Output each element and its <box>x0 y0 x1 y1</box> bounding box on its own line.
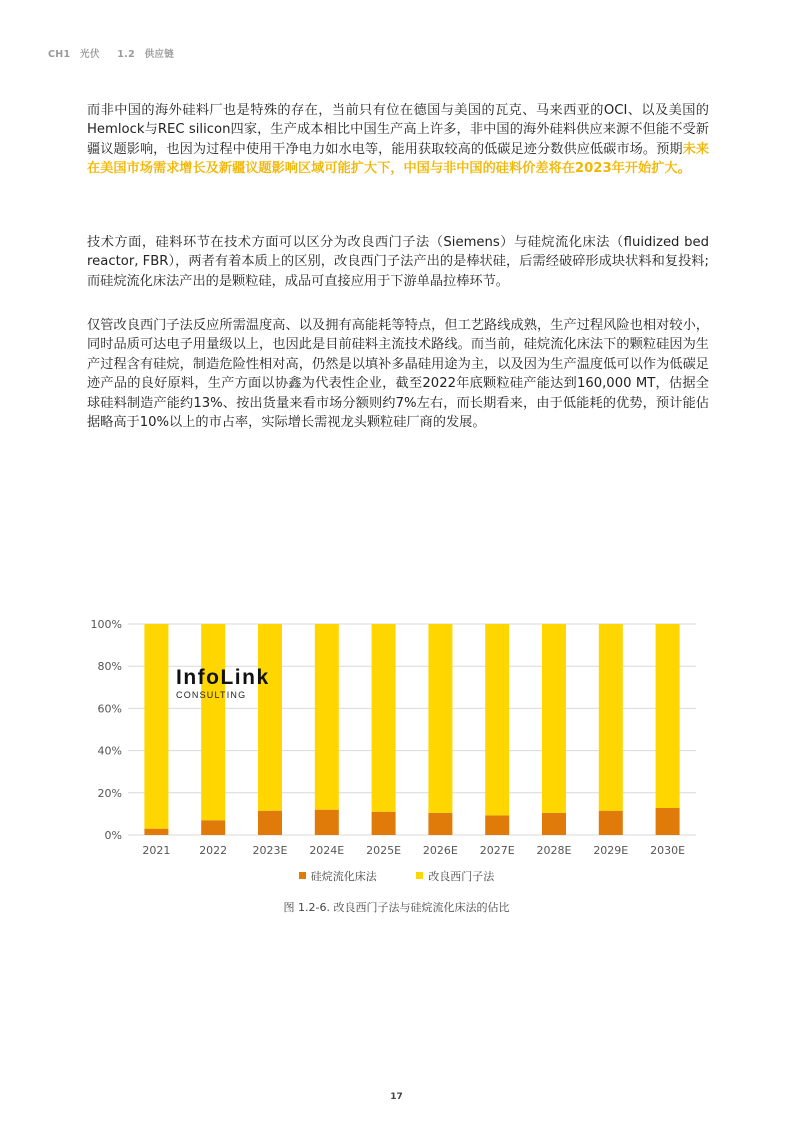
bar-siemens <box>372 624 396 812</box>
bar-fbr <box>372 812 396 835</box>
bar-siemens <box>144 624 168 829</box>
y-tick-label: 20% <box>97 786 122 800</box>
legend-swatch-fbr <box>299 872 306 879</box>
section-title: 供应链 <box>144 49 175 60</box>
paragraph-overseas-suppliers <box>87 101 709 179</box>
bar-fbr <box>258 811 282 835</box>
bar-fbr <box>656 808 680 835</box>
paragraph-granular-silicon: 仅管改良西门子法反应所需温度高、以及拥有高能耗等特点，但工艺路线成熟，生产过程风险也相对较小，同时品质可达电子用量级以上，也因此是目前硅料主流技术路线。而当前，硅烷流化床法下的颗粒硅因为生产过程含有硅烷，制造危险性相对高，仍然是以填补多晶硅用途为主，以及因为生产温度低可以作为低碳足迹产品的良好原料，生产方面以协鑫为代表性企业，截至2022年底颗粒硅产能达到160,000 MT，估据全球硅料制造产能约13%、按出货量来看市场分额则约7%左右，而长期看来，由于低能耗的优势，预计能佔据略高于10%以上的市占率，实际增长需视龙头颗粒硅厂商的发展。 <box>87 318 709 431</box>
legend-label-fbr: 硅烷流化床法 <box>310 870 377 883</box>
bar-fbr <box>485 815 509 835</box>
y-tick-label: 60% <box>97 702 122 716</box>
x-tick-label: 2028E <box>536 844 572 857</box>
figure-caption: 图 1.2-6. 改良西门子法与硅烷流化床法的佔比 <box>283 901 510 914</box>
infolink-logo <box>176 667 270 701</box>
bar-fbr <box>201 820 225 835</box>
legend-item-fbr <box>299 868 377 884</box>
bar-fbr <box>428 813 452 835</box>
y-tick-label: 40% <box>97 744 122 758</box>
chapter-title: 光伏 <box>80 49 100 60</box>
x-tick-label: 2024E <box>309 844 345 857</box>
legend-item-siemens <box>416 868 494 884</box>
page-number: 17 <box>390 1092 403 1102</box>
legend-label-siemens: 改良西门子法 <box>428 870 495 883</box>
chart-legend <box>0 868 793 884</box>
x-tick-label: 2026E <box>422 844 458 857</box>
chapter-number: CH1 <box>48 49 71 60</box>
y-tick-label: 80% <box>97 660 122 674</box>
highlighted-forecast: 未来在美国市场需求增长及新疆议题影响区域可能扩大下，中国与非中国的硅料价差将在2023年开始扩大。 <box>87 141 710 177</box>
x-tick-label: 2022 <box>199 844 228 857</box>
legend-swatch-siemens <box>416 872 423 879</box>
paragraph-technology: 技术方面，硅料环节在技术方面可以区分为改良西门子法（Siemens）与硅烷流化床法（fluidized bed reactor, FBR），两者有着本质上的区别，改良西门子法产出的是棒状硅，后需经破碎形成块状料和复投料; 而硅烷流化床法产出的是颗粒硅，成品可直接应用于下游单晶拉棒环节。 <box>87 235 709 289</box>
bar-siemens <box>258 624 282 811</box>
bar-siemens <box>315 624 339 810</box>
section-number: 1.2 <box>117 49 135 60</box>
bar-fbr <box>315 810 339 835</box>
bar-siemens <box>599 624 623 811</box>
y-tick-label: 100% <box>90 618 122 631</box>
bar-siemens <box>201 624 225 820</box>
bar-siemens <box>656 624 680 808</box>
paragraph-text: 而非中国的海外硅料厂也是特殊的存在，当前只有位在德国与美国的瓦克、马来西亚的OCI、以及美国的Hemlock与REC silicon四家，生产成本相比中国生产高上许多，非中国的海外硅料供应来源不但能不受新疆议题影响，也因为过程中使用干净电力如水电等，能用获取较高的低碳足迹分数供应低碳市场。预期 <box>87 103 709 157</box>
x-tick-label: 2029E <box>593 844 629 857</box>
bar-siemens <box>428 624 452 813</box>
bar-siemens <box>542 624 566 813</box>
stacked-bar-chart <box>84 612 704 872</box>
bar-fbr <box>599 811 623 835</box>
x-tick-label: 2023E <box>252 844 288 857</box>
chart-container <box>84 612 704 872</box>
x-tick-label: 2021 <box>142 844 171 857</box>
y-tick-label: 0% <box>104 829 122 842</box>
x-tick-label: 2030E <box>650 844 686 857</box>
bar-fbr <box>542 813 566 835</box>
page-header <box>48 46 188 60</box>
logo-subtitle: CONSULTING <box>176 690 247 700</box>
bar-siemens <box>485 624 509 815</box>
x-tick-label: 2027E <box>479 844 515 857</box>
logo-name: InfoLink <box>176 666 270 689</box>
bar-fbr <box>144 829 168 835</box>
x-tick-label: 2025E <box>366 844 402 857</box>
